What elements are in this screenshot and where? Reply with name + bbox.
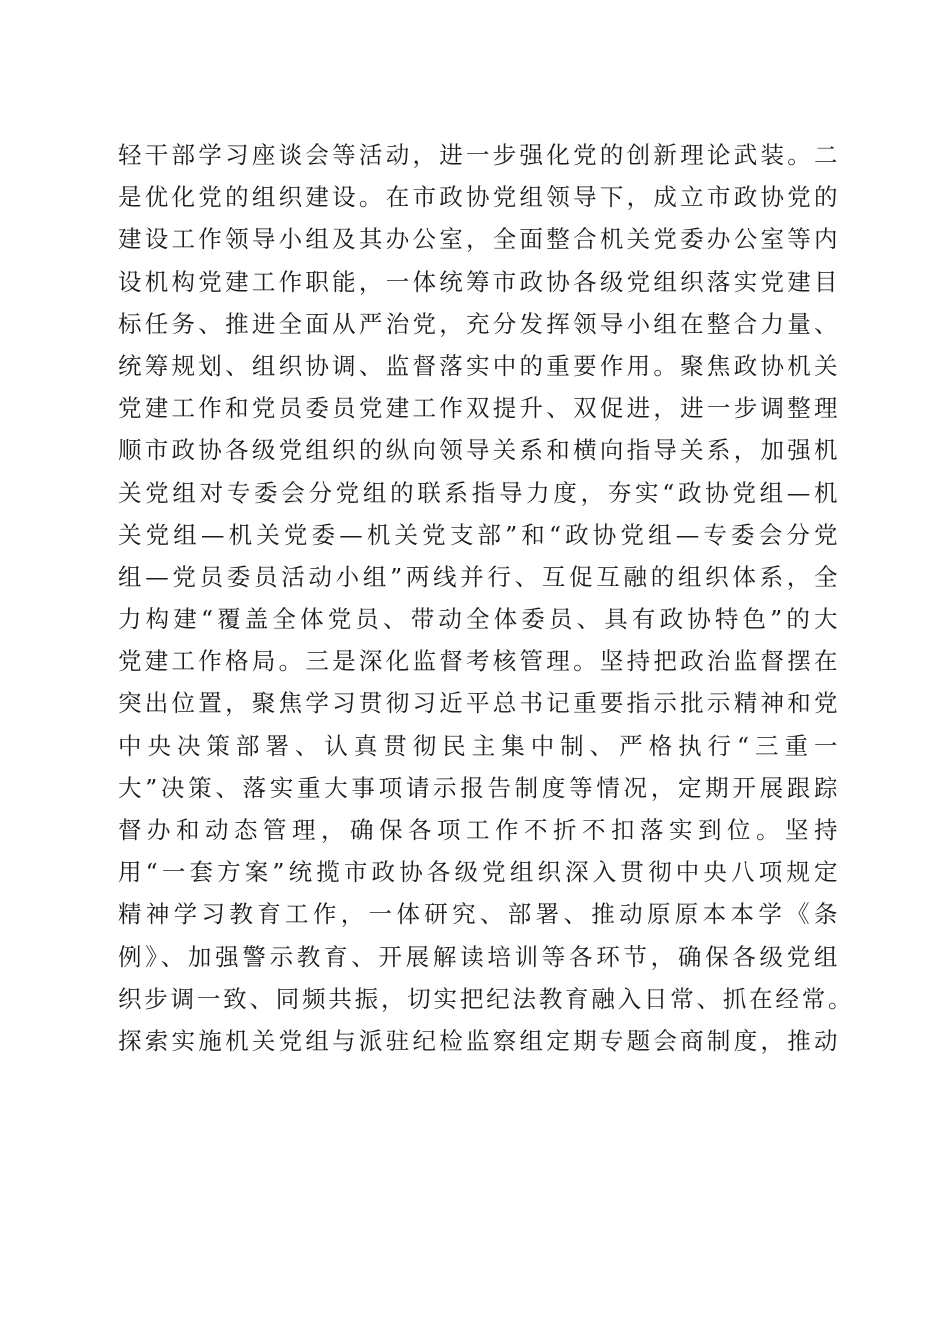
text-line: 中央决策部署、认真贯彻民主集中制、严格执行“三重一 (118, 731, 838, 760)
text-line: 关党组—机关党委—机关党支部”和“政协党组—专委会分党 (118, 520, 838, 549)
text-line: 织步调一致、同频共振，切实把纪法教育融入日常、抓在经常。 (118, 984, 852, 1013)
text-line: 探索实施机关党组与派驻纪检监察组定期专题会商制度，推动 (118, 1026, 838, 1055)
text-line: 党建工作格局。三是深化监督考核管理。坚持把政治监督摆在 (118, 647, 838, 676)
text-line: 顺市政协各级党组织的纵向领导关系和横向指导关系，加强机 (118, 436, 838, 465)
text-line: 力构建“覆盖全体党员、带动全体委员、具有政协特色”的大 (118, 605, 838, 634)
text-line: 党建工作和党员委员党建工作双提升、双促进，进一步调整理 (118, 394, 838, 423)
text-line: 督办和动态管理，确保各项工作不折不扣落实到位。坚持 (118, 816, 838, 844)
body-paragraph (118, 134, 852, 1062)
text-line: 是优化党的组织建设。在市政协党组领导下，成立市政协党的 (118, 183, 838, 212)
text-line: 标任务、推进全面从严治党，充分发挥领导小组在整合力量、 (118, 309, 838, 338)
text-line: 关党组对专委会分党组的联系指导力度，夯实“政协党组—机 (118, 478, 838, 507)
text-line: 统筹规划、组织协调、监督落实中的重要作用。聚焦政协机关 (118, 351, 838, 380)
text-line: 设机构党建工作职能，一体统筹市政协各级党组织落实党建目 (118, 267, 838, 296)
text-line: 精神学习教育工作，一体研究、部署、推动原原本本学《条 (118, 900, 838, 929)
text-line: 用“一套方案”统揽市政协各级党组织深入贯彻中央八项规定 (118, 858, 838, 887)
text-line: 轻干部学习座谈会等活动，进一步强化党的创新理论武装。二 (118, 141, 838, 169)
text-line: 大”决策、落实重大事项请示报告制度等情况，定期开展跟踪 (118, 773, 838, 802)
text-line: 突出位置，聚焦学习贯彻习近平总书记重要指示批示精神和党 (118, 689, 838, 718)
text-line: 组—党员委员活动小组”两线并行、互促互融的组织体系，全 (118, 562, 838, 591)
text-line: 建设工作领导小组及其办公室，全面整合机关党委办公室等内 (118, 225, 838, 254)
text-line: 例》、加强警示教育、开展解读培训等各环节，确保各级党组 (118, 942, 838, 971)
